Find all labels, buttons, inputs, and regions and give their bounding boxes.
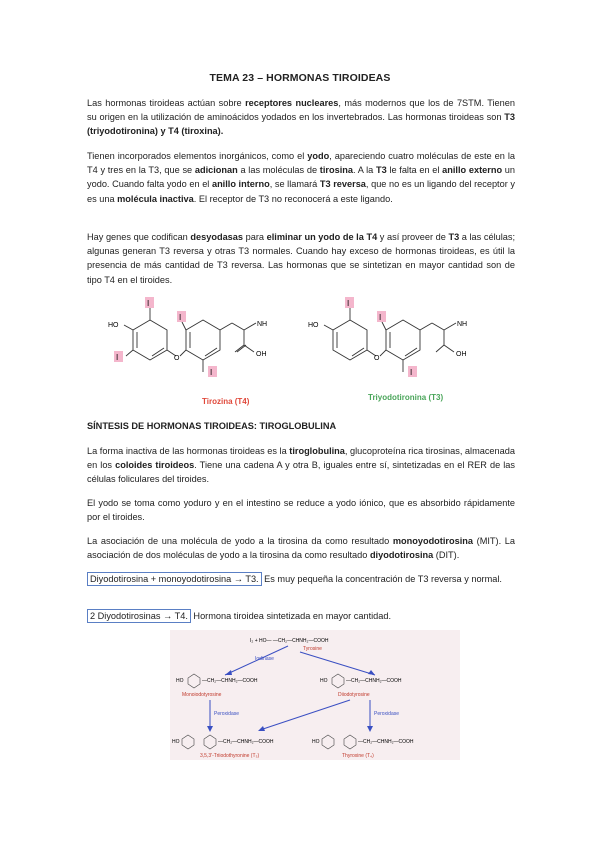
t4-iodine-2: I (116, 353, 119, 362)
t4-oh-label: OH (256, 351, 267, 358)
text-run: , que no es un ligando del receptor y es una (87, 179, 515, 204)
text-run: eliminar un yodo de la T4 (266, 232, 378, 242)
paragraph-yoduro: El yodo se toma como yoduro y en el intestino se reduce a yodo iónico, que es absorbido rápidamente por el tiroides. (87, 498, 515, 523)
figure-t4-t3-structures (100, 290, 520, 410)
peroxidase-label-1: Peroxidase (214, 711, 240, 717)
text-run: . A la (352, 165, 376, 176)
t4-chain: —CH₂—CHNH₂—COOH (358, 739, 414, 745)
text-run: , apareciendo cuatro moléculas de este en la T4 y tres en la T3, que se (87, 151, 515, 176)
tyrosine-formula: I₂ + HO— —CH₂—CHNH₂—COOH (250, 638, 329, 644)
text-run: La forma inactiva de las hormonas tiroideas es la (87, 446, 290, 456)
t3-structure (324, 308, 456, 372)
t4-ho-label: HO (108, 322, 119, 329)
text-run: anillo externo (442, 165, 503, 176)
t4-iodine-3: I (179, 313, 182, 322)
paragraph-t3-formation (87, 572, 515, 586)
t3-ho-label: HO (308, 322, 319, 329)
text-run: Hay genes que codifican (87, 232, 191, 242)
dit-label: Diiodotyrosine (338, 692, 370, 698)
paragraph-yodo (87, 149, 515, 206)
t4-iodine-4: I (210, 368, 213, 377)
t4-structure (124, 308, 256, 372)
t3-iodine-1: I (347, 299, 350, 308)
t4-product-label: Thyroxine (T₄) (342, 753, 374, 759)
text-run: T3 (triyodotironina) y T4 (tiroxina). (87, 112, 515, 137)
text-run: adicionan (194, 165, 238, 176)
paragraph-intro (87, 96, 515, 139)
text-run: monoyodotirosina (392, 536, 473, 546)
peroxidase-label-2: Peroxidase (374, 711, 400, 717)
mit-ho: HO (176, 678, 184, 684)
t4-formation-note: Hormona tiroidea sintetizada en mayor cantidad. (190, 611, 392, 621)
text-run: (DIT). (433, 550, 460, 561)
text-run: coloides tiroideos (115, 460, 195, 471)
tyrosine-label: Tyrosine (303, 646, 322, 652)
text-run: T3 (375, 165, 387, 176)
t3-formation-box: Diyodotirosina + monoyodotirosina → T3. (87, 572, 262, 586)
text-run: (MIT). La asociación de dos moléculas de yodo a la tirosina da como resultado (87, 536, 515, 561)
text-run: , más modernos que los de 7STM. Tienen su origen en la utilización de aminoácidos yodados en los invertebrados. Las hormonas tiroideas son (87, 98, 515, 123)
text-run: , se llamará (269, 179, 320, 190)
text-run: yodo (307, 151, 330, 161)
text-run: desyodasas (190, 232, 244, 242)
t4-nh2-label: NH (257, 321, 268, 328)
text-run: tiroglobulina (289, 446, 345, 456)
text-run: a las células; algunas generan T3 reversa y otras T3 normales. Cuando hay exceso de hormonas tiroideas, es útil la presencia de más cantidad de T3 reversa. Las hormonas que se sintetizan en mayor cantidad son de tipo T4 en el tiroides. (87, 232, 516, 285)
section-title-sintesis: SÍNTESIS DE HORMONAS TIROIDEAS: TIROGLOBULINA (87, 421, 337, 431)
dit-ho: HO (320, 678, 328, 684)
t3-iodine-3: I (410, 368, 413, 377)
text-run: diyodotirosina (369, 550, 434, 561)
text-run: . El receptor de T3 no reconocerá a este ligando. (193, 193, 393, 204)
t4-ho: HO (312, 739, 320, 745)
t3-iodine-2: I (379, 313, 382, 322)
page-title: TEMA 23 – HORMONAS TIROIDEAS (209, 72, 391, 84)
text-run: y así proveer de (377, 232, 449, 242)
dit-chain: —CH₂—CHNH₂—COOH (346, 678, 402, 684)
t3-product-label: 3,5,3'-Triiodothyronine (T₃) (200, 753, 260, 759)
figure-synthesis-pathway (170, 630, 460, 760)
mit-chain: —CH₂—CHNH₂—COOH (202, 678, 258, 684)
text-run: le falta en el (386, 165, 443, 176)
t3-formation-note: Es muy pequeña la concentración de T3 reversa y normal. (261, 574, 502, 584)
paragraph-mit-dit (87, 534, 515, 562)
mit-label: Monoiodotyrosine (182, 692, 222, 698)
text-run: Tienen incorporados elementos inorgánicos, como el (87, 151, 308, 161)
t3-caption: Triyodotironina (T3) (368, 393, 444, 402)
t4-oxygen-label: O (174, 355, 180, 362)
t3-chain: —CH₂—CHNH₂—COOH (218, 739, 274, 745)
text-run: . Tiene una cadena A y otra B, iguales entre sí, sintetizadas en el RER de las células foliculares del tiroides. (87, 460, 515, 485)
paragraph-t4-formation (87, 609, 515, 623)
t3-ho: HO (172, 739, 180, 745)
paragraph-tiroglobulina (87, 444, 515, 487)
t4-formation-box: 2 Diyodotirosinas → T4. (87, 609, 191, 623)
text-run: molécula inactiva (117, 193, 194, 204)
iodinase-label: Iodinase (255, 656, 274, 662)
t4-iodine-1: I (147, 299, 150, 308)
t3-nh2-label: NH (457, 321, 468, 328)
text-run: tirosina (319, 165, 353, 176)
text-run: para (243, 232, 267, 242)
t3-oxygen-label: O (374, 355, 380, 362)
text-run: anillo interno (211, 179, 270, 190)
text-run: T3 reversa (319, 179, 366, 190)
text-run: T3 (448, 232, 460, 242)
text-run: receptores nucleares (245, 98, 339, 108)
paragraph-desyodasas (87, 230, 515, 287)
text-run: La asociación de una molécula de yodo a la tirosina da como resultado (87, 536, 393, 546)
text-run: un yodo. Cuando falta yodo en el (87, 165, 515, 190)
text-run: , glucoproteína rica tirosinas, almacenada en los (87, 446, 515, 471)
t3-oh-label: OH (456, 351, 467, 358)
text-run: Las hormonas tiroideas actúan sobre (87, 98, 246, 108)
t4-caption: Tirozina (T4) (202, 397, 250, 406)
text-run: a las moléculas de (237, 165, 320, 176)
